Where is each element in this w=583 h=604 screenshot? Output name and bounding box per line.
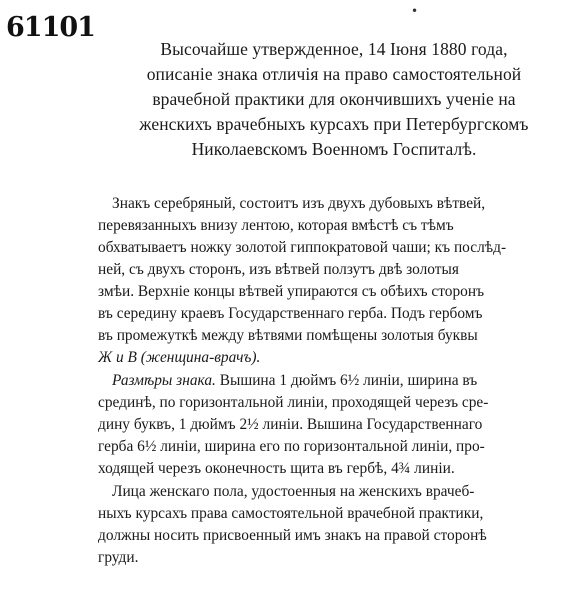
body-line: ходящей черезъ оконечность щита въ гербѣ, 4¾ линіи. (98, 460, 455, 477)
body-line: въ промежуткѣ между вѣтвями помѣщены золотыя буквы (98, 327, 478, 344)
body-line: Знакъ серебряный, состоитъ изъ двухъ дубовыхъ вѣтвей, (112, 195, 486, 212)
body-line: Лица женскаго пола, удостоенныя на женскихъ врачеб- (112, 483, 475, 500)
body-line: груди. (98, 549, 139, 566)
body-line: обхватываетъ ножку золотой гиппократовой чаши; къ послѣд- (98, 239, 507, 256)
body-line: герба 6½ линіи, ширина его по горизонтальной линіи, про- (98, 438, 485, 455)
body-line: срединѣ, по горизонтальной линіи, проходящей черезъ сре- (98, 394, 489, 411)
body-line: ней, съ двухъ сторонъ, изъ вѣтвей ползутъ двѣ золотыя (98, 261, 459, 278)
body-line: ныхъ курсахъ права самостоятельной врачебной практики, (98, 505, 484, 522)
section-lead: Размѣры знака. (112, 372, 216, 389)
document-title (86, 37, 582, 162)
body-line: въ середину краевъ Государственнаго герба. Подъ гербомъ (98, 305, 483, 322)
body-line: должны носить присвоенный имъ знакъ на правой сторонѣ (98, 527, 487, 544)
law-number: 61101 (6, 12, 95, 43)
body-line: Размѣры знака. Вышина 1 дюймъ 6½ линіи, ширина въ (112, 372, 478, 389)
title-line: врачебной практики для окончившихъ ученіе на (152, 89, 516, 109)
title-line: Высочайше утвержденное, 14 Іюня 1880 года, (160, 39, 508, 59)
body-line: перевязанныхъ внизу лентою, которая вмѣстѣ съ тѣмъ (98, 217, 454, 234)
title-line: описаніе знака отличія на право самостоятельной (146, 64, 522, 84)
body-line: Ж и В (женщина-врачъ). (98, 349, 261, 366)
title-line: женскихъ врачебныхъ курсахъ при Петербургскомъ (139, 114, 529, 134)
body-line: змѣи. Верхніе концы вѣтвей упираются съ обѣихъ сторонъ (98, 283, 485, 300)
margin-mark: • (411, 4, 419, 18)
title-line: Николаевскомъ Военномъ Госпиталѣ. (191, 139, 477, 159)
body-line: дину буквъ, 1 дюймъ 2½ линіи. Вышина Государственнаго (98, 416, 483, 433)
